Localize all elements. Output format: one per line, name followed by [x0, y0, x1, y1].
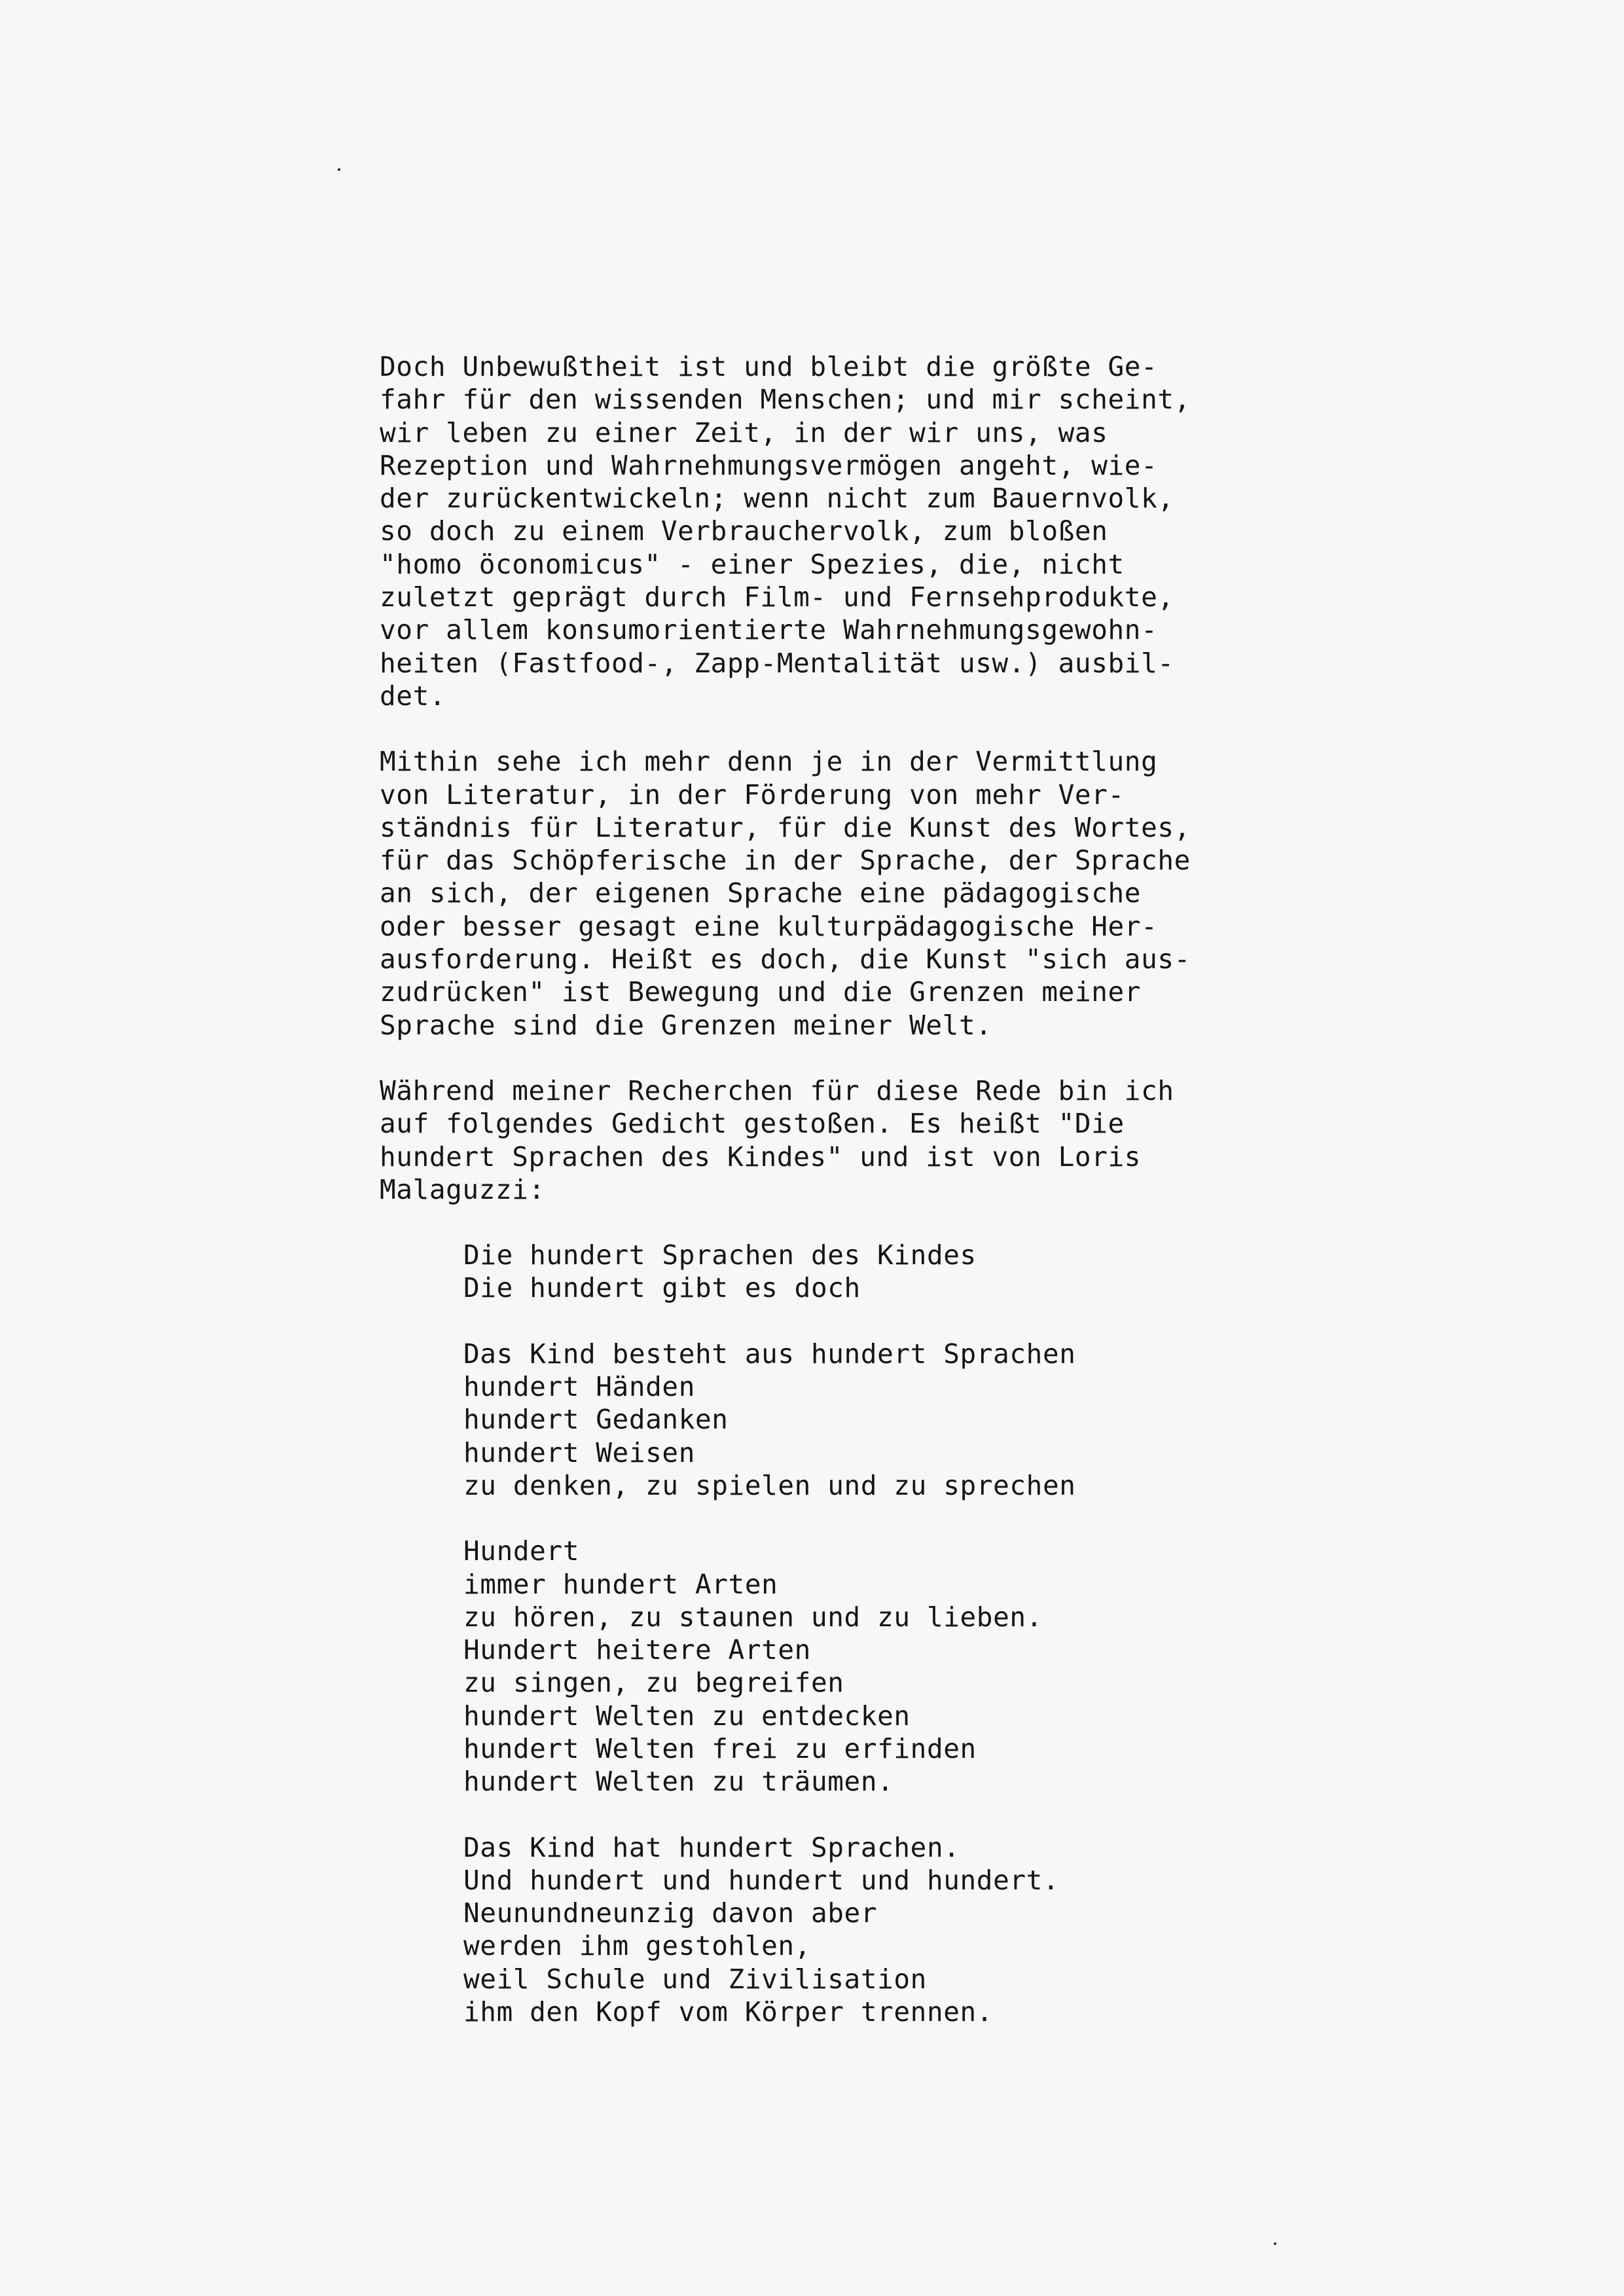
poem-line: hundert Welten frei zu erfinden — [463, 1732, 977, 1764]
text-line: zuletzt geprägt durch Film- und Fernsehprodukte, — [380, 581, 1174, 613]
poem-stanza-2 — [463, 1338, 1571, 1502]
text-line: an sich, der eigenen Sprache eine pädagogische — [380, 877, 1142, 909]
text-line: hundert Sprachen des Kindes" und ist von Loris — [380, 1140, 1142, 1173]
text-line: wir leben zu einer Zeit, in der wir uns, was — [380, 416, 1108, 448]
poem-line: Die hundert gibt es doch — [463, 1272, 861, 1304]
poem-line: zu hören, zu staunen und zu lieben. — [463, 1601, 1043, 1633]
paper-speck — [1274, 2242, 1276, 2245]
text-line: ausforderung. Heißt es doch, die Kunst "sich aus- — [380, 943, 1191, 975]
poem-line: Und hundert und hundert und hundert. — [463, 1864, 1060, 1896]
poem-stanza-1 — [463, 1239, 1571, 1305]
poem-line: werden ihm gestohlen, — [463, 1930, 811, 1962]
text-line: für das Schöpferische in der Sprache, der Sprache — [380, 845, 1191, 877]
poem-line: immer hundert Arten — [463, 1568, 778, 1600]
body-text — [380, 350, 1571, 2061]
paper-speck — [338, 168, 340, 171]
poem-line: weil Schule und Zivilisation — [463, 1963, 927, 1995]
poem-stanza-3 — [463, 1535, 1571, 1798]
text-line: Doch Unbewußtheit ist und bleibt die größte Ge- — [380, 351, 1158, 382]
text-line: Mithin sehe ich mehr denn je in der Vermittlung — [380, 746, 1158, 778]
poem-stanza-4 — [463, 1831, 1571, 2029]
poem-line: Hundert heitere Arten — [463, 1634, 811, 1666]
text-line: so doch zu einem Verbrauchervolk, zum bloßen — [380, 515, 1108, 547]
text-line: det. — [380, 680, 446, 712]
text-line: heiten (Fastfood-, Zapp-Mentalität usw.) ausbil- — [380, 647, 1174, 679]
paragraph-1 — [380, 350, 1571, 712]
text-line: von Literatur, in der Förderung von mehr Ver- — [380, 778, 1125, 811]
text-line: der zurückentwickeln; wenn nicht zum Bauernvolk, — [380, 483, 1174, 515]
poem-line: ihm den Kopf vom Körper trennen. — [463, 1996, 994, 2028]
text-line: Sprache sind die Grenzen meiner Welt. — [380, 1009, 992, 1041]
poem-line: hundert Weisen — [463, 1436, 695, 1468]
text-line: auf folgendes Gedicht gestoßen. Es heißt "Die — [380, 1108, 1125, 1140]
poem-line: Das Kind besteht aus hundert Sprachen — [463, 1338, 1076, 1370]
poem-line: zu denken, zu spielen und zu sprechen — [463, 1469, 1076, 1501]
text-line: Malaguzzi: — [380, 1173, 545, 1205]
text-line: Während meiner Recherchen für diese Rede bin ich — [380, 1074, 1174, 1106]
poem-line: hundert Welten zu entdecken — [463, 1700, 911, 1732]
poem-line: Neunundneunzig davon aber — [463, 1897, 878, 1929]
text-line: oder besser gesagt eine kulturpädagogische Her- — [380, 910, 1158, 942]
poem-line: Hundert — [463, 1535, 579, 1567]
poem-line: Die hundert Sprachen des Kindes — [463, 1239, 977, 1271]
text-line: ständnis für Literatur, für die Kunst des Wortes, — [380, 811, 1191, 843]
text-line: fahr für den wissenden Menschen; und mir scheint, — [380, 384, 1191, 416]
poem-line: hundert Gedanken — [463, 1404, 729, 1436]
poem-line: zu singen, zu begreifen — [463, 1667, 844, 1699]
poem-line: hundert Welten zu träumen. — [463, 1766, 894, 1798]
poem — [463, 1239, 1571, 2028]
paragraph-2 — [380, 745, 1571, 1042]
text-line: "homo öconomicus" - einer Spezies, die, nicht — [380, 548, 1125, 580]
text-line: zudrücken" ist Bewegung und die Grenzen meiner — [380, 976, 1142, 1008]
paragraph-3 — [380, 1074, 1571, 1206]
poem-line: hundert Händen — [463, 1371, 695, 1403]
text-line: Rezeption und Wahrnehmungsvermögen angeht, wie- — [380, 449, 1158, 481]
text-line: vor allem konsumorientierte Wahrnehmungsgewohn- — [380, 614, 1158, 646]
poem-line: Das Kind hat hundert Sprachen. — [463, 1831, 960, 1863]
